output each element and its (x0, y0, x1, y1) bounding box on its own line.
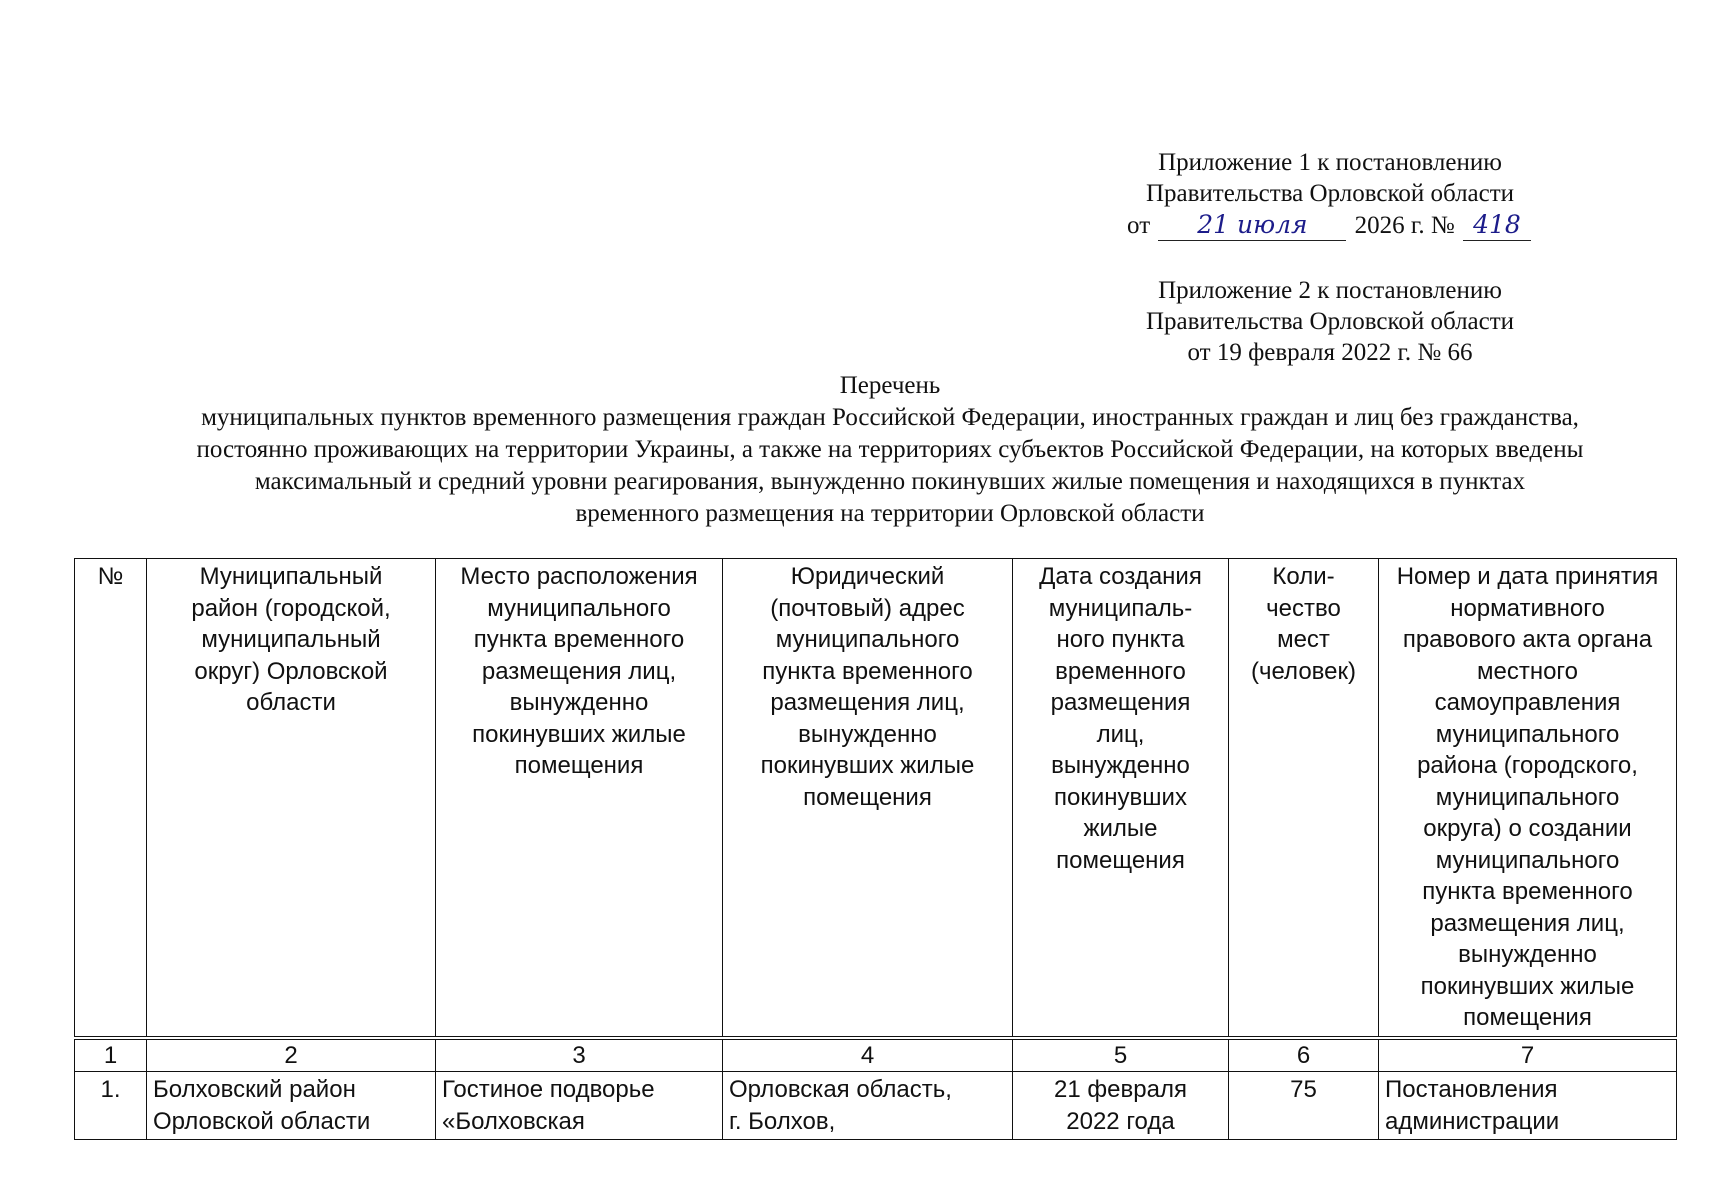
column-number-cell: 4 (723, 1038, 1013, 1072)
column-number-cell: 5 (1013, 1038, 1229, 1072)
cell-act (1379, 1072, 1677, 1140)
header-text-line: правового акта органа (1402, 626, 1653, 653)
cell-text-line: Гостиное подворье (442, 1076, 655, 1103)
cell-text-line: Орловская область, (729, 1076, 952, 1103)
header-text-line: покинувших жилые (1420, 972, 1635, 1000)
header-location (436, 559, 723, 1038)
cell-places: 75 (1229, 1072, 1379, 1140)
cell-district (147, 1072, 436, 1140)
header-text-line: район (городской, (191, 594, 391, 622)
table-header-row (75, 559, 1677, 1038)
cell-text-line: 2022 года (1066, 1107, 1175, 1135)
column-number-cell: 7 (1379, 1038, 1677, 1072)
header-text-line: размещения (1050, 689, 1191, 716)
appendix-2-block (1080, 275, 1580, 368)
header-text-line: Коли- (1272, 563, 1335, 590)
cell-text-line: Постановления (1385, 1076, 1558, 1103)
cell-text-line: администрации (1385, 1107, 1560, 1135)
header-text-line: нормативного (1450, 594, 1605, 622)
column-number-cell: 3 (436, 1038, 723, 1072)
header-text-line: жилые (1083, 815, 1158, 842)
header-text-line: размещения лиц, (770, 689, 965, 716)
header-text-line: района (городского, (1417, 752, 1638, 779)
cell-location (436, 1072, 723, 1140)
header-text-line: помещения (803, 783, 932, 811)
header-text-line: вынужденно (1051, 752, 1190, 779)
table-row (75, 1072, 1677, 1140)
header-text-line: муниципаль- (1048, 594, 1193, 622)
header-act (1379, 559, 1677, 1038)
header-text-line: Муниципальный (199, 563, 383, 590)
header-text-line: мест (1277, 626, 1330, 653)
handwritten-date: 21 июля (1158, 209, 1346, 241)
cell-text-line: «Болховская (442, 1107, 585, 1135)
appendix-1-line1: Приложение 1 к постановлению (1158, 149, 1502, 176)
appendix-2-line3: от 19 февраля 2022 г. № 66 (1187, 339, 1473, 366)
points-table (74, 558, 1677, 1140)
header-text-line: покинувших жилые (760, 752, 975, 779)
header-text-line: пункта временного (473, 626, 685, 653)
header-text-line: вынужденно (1458, 941, 1597, 968)
header-text-line: муниципального (487, 594, 671, 622)
cell-text-line: г. Болхов, (729, 1107, 836, 1135)
appendix-2-line2: Правительства Орловской области (1145, 308, 1515, 335)
header-number (75, 559, 147, 1038)
header-text-line: муниципального (1435, 783, 1620, 811)
header-text-line: местного (1476, 657, 1578, 685)
column-number-cell: 6 (1229, 1038, 1379, 1072)
header-date (1013, 559, 1229, 1038)
header-text-line: области (246, 689, 336, 716)
header-text-line: (почтовый) адрес (770, 594, 965, 622)
header-text-line: муниципальный (201, 626, 381, 653)
header-text-line: (человек) (1251, 657, 1356, 685)
header-text-line: самоуправления (1434, 689, 1621, 716)
cell-date (1013, 1072, 1229, 1140)
handwritten-number: 418 (1463, 209, 1531, 241)
column-number-cell: 1 (75, 1038, 147, 1072)
header-text-line: лиц, (1096, 720, 1145, 748)
header-text-line: муниципального (1435, 720, 1620, 748)
header-district (147, 559, 436, 1038)
header-text-line: ного пункта (1056, 626, 1185, 653)
title-line-1: муниципальных пунктов временного размещения граждан Российской Федерации, иностранных граждан и лиц без гражданства, (201, 404, 1579, 431)
header-text-line: муниципального (775, 626, 960, 653)
cell-text-line: Орловской области (153, 1107, 371, 1135)
header-text-line: помещения (514, 752, 644, 779)
header-text-line: чество (1266, 594, 1341, 622)
header-text-line: Юридический (790, 563, 945, 590)
cell-text-line: Болховский район (153, 1076, 356, 1103)
appendix-1-line2: Правительства Орловской области (1145, 180, 1515, 207)
cell-text-line: 21 февраля (1054, 1076, 1187, 1103)
appendix-1-year-text: 2026 г. № (1354, 212, 1455, 239)
column-number-cell: 2 (147, 1038, 436, 1072)
header-address (723, 559, 1013, 1038)
header-text-line: временного (1055, 657, 1186, 685)
header-text-line: покинувших (1054, 783, 1187, 811)
title-line-2: постоянно проживающих на территории Украины, а также на территориях субъектов Российской Федерации, на которых введены (196, 436, 1584, 463)
header-text-line: Номер и дата принятия (1396, 563, 1659, 590)
header-text-line: вынужденно (798, 720, 937, 748)
title-line-3: максимальный и средний уровни реагирования, вынужденно покинувших жилые помещения и находящихся в пунктах (254, 468, 1526, 495)
header-text-line: Дата создания (1039, 563, 1202, 590)
header-text-line: округа) о создании (1423, 815, 1632, 842)
header-text-line: размещения лиц, (1430, 909, 1625, 937)
cell-number: 1. (75, 1072, 147, 1140)
header-text-line: округ) Орловской (194, 657, 388, 685)
header-places (1229, 559, 1379, 1038)
header-text-line: Место расположения (460, 563, 698, 590)
document-title (60, 370, 1709, 530)
header-text-line: вынужденно (509, 689, 649, 716)
title-heading: Перечень (839, 372, 941, 399)
header-text-line: размещения лиц, (481, 657, 677, 685)
appendix-1-date-line (1080, 209, 1580, 241)
appendix-1-block (1080, 147, 1580, 241)
header-text-line: № (97, 563, 124, 590)
appendix-1-date-prefix: от (1127, 212, 1151, 239)
header-text-line: пункта временного (762, 657, 973, 685)
title-line-4: временного размещения на территории Орловской области (575, 500, 1205, 527)
header-text-line: покинувших жилые (472, 720, 686, 748)
header-text-line: помещения (1463, 1004, 1592, 1031)
header-text-line: муниципального (1435, 846, 1620, 874)
appendix-2-line1: Приложение 2 к постановлению (1158, 277, 1502, 304)
header-text-line: пункта временного (1422, 878, 1633, 905)
header-text-line: помещения (1056, 846, 1185, 874)
cell-address (723, 1072, 1013, 1140)
column-number-row (75, 1038, 1677, 1072)
